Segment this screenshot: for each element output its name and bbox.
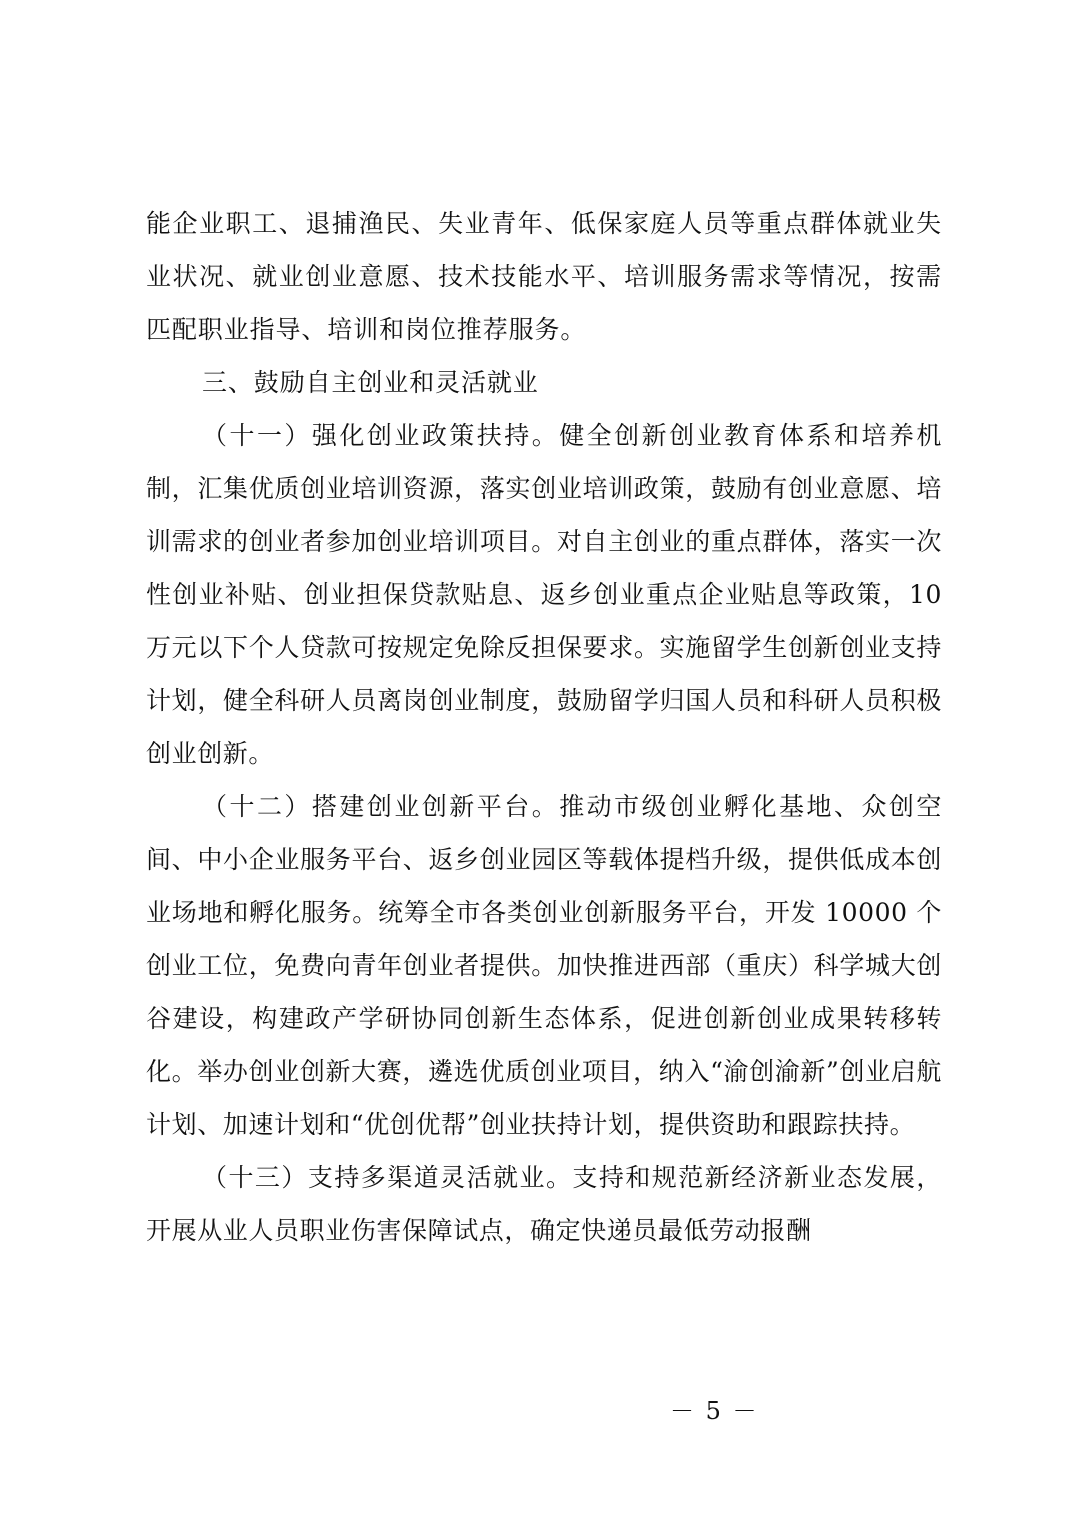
- section-heading: 三、鼓励自主创业和灵活就业: [202, 368, 539, 397]
- paragraph-item-11: （十一）强化创业政策扶持。健全创新创业教育体系和培养机制，汇集优质创业培训资源，落实创业培训政策，鼓励有创业意愿、培训需求的创业者参加创业培训项目。对自主创业的重点群体，落实一次性创业补贴、创业担保贷款贴息、返乡创业重点企业贴息等政策，10 万元以下个人贷款可按规定免除反担保要求。实施留学生创新创业支持计划，健全科研人员离岗创业制度，鼓励留学归国人员和科研人员积极创业创新。: [146, 421, 942, 768]
- paragraph-item-13: （十三）支持多渠道灵活就业。支持和规范新经济新业态发展，开展从业人员职业伤害保障试点，确定快递员最低劳动报酬: [146, 1163, 942, 1245]
- paragraph-item-12: （十二）搭建创业创新平台。推动市级创业孵化基地、众创空间、中小企业服务平台、返乡创业园区等载体提档升级，提供低成本创业场地和孵化服务。统筹全市各类创业创新服务平台，开发 10000 个创业工位，免费向青年创业者提供。加快推进西部（重庆）科学城大创谷建设，构建政产学研协同创新生态体系，促进创新创业成果转移转化。举办创业创新大赛，遴选优质创业项目，纳入“渝创渝新”创业启航计划、加速计划和“优创优帮”创业扶持计划，提供资助和跟踪扶持。: [146, 792, 942, 1139]
- document-body: [146, 197, 942, 1257]
- page-number: － 5 －: [670, 1397, 759, 1425]
- paragraph-continuation: 能企业职工、退捕渔民、失业青年、低保家庭人员等重点群体就业失业状况、就业创业意愿、技术技能水平、培训服务需求等情况，按需匹配职业指导、培训和岗位推荐服务。: [146, 209, 942, 344]
